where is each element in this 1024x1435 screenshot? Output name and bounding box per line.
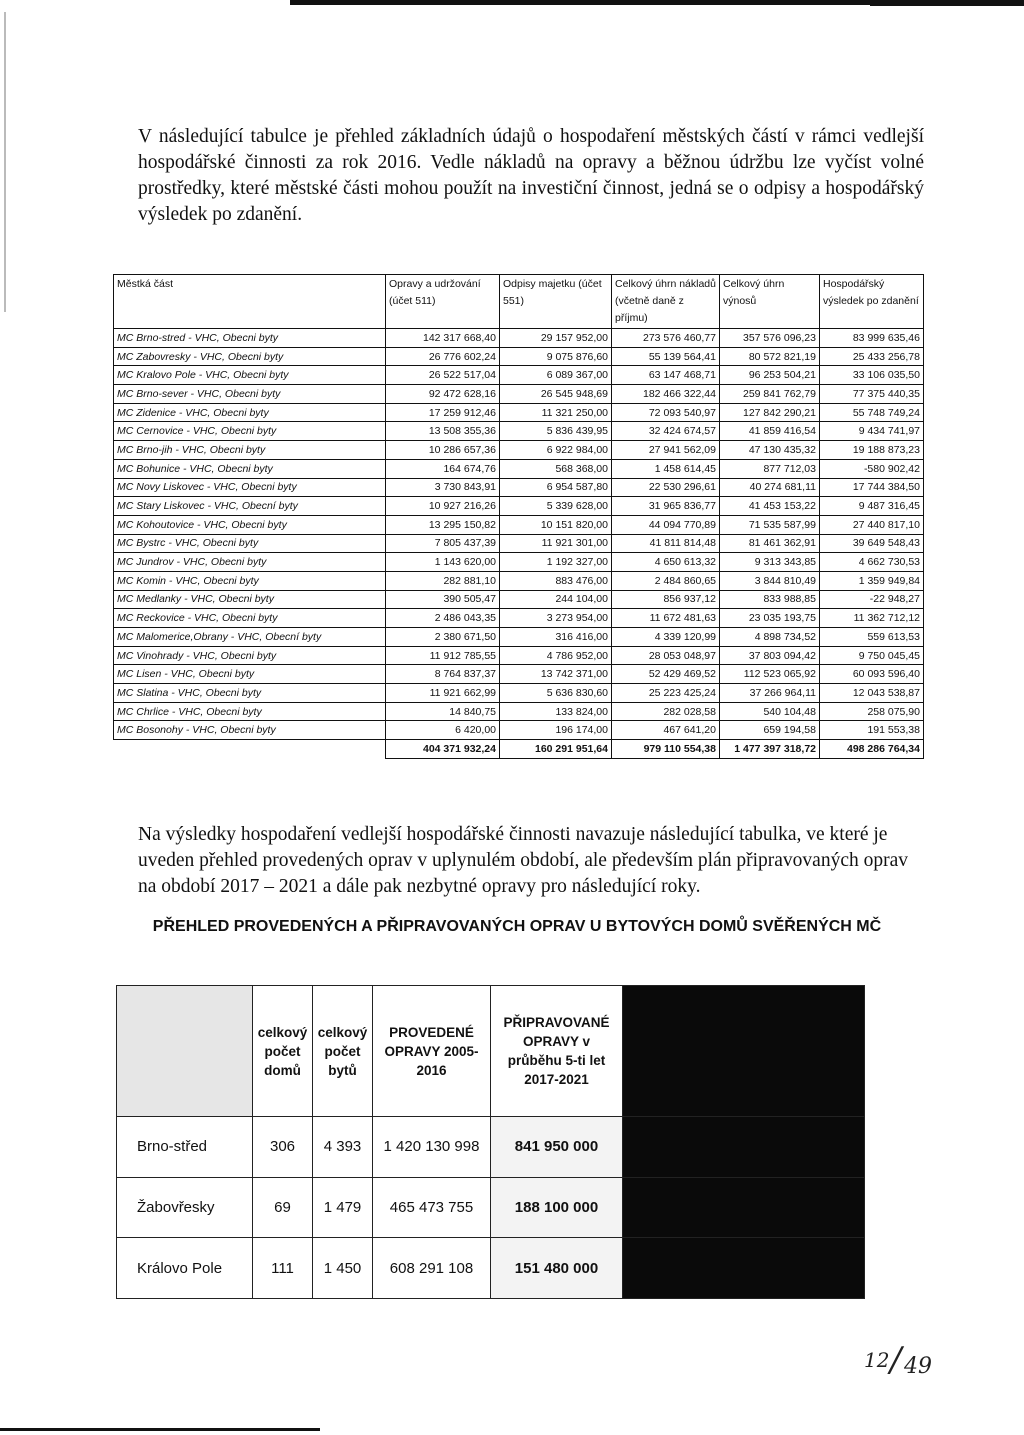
value-cell: 4 650 613,32 [612,553,720,572]
value-cell: 282 028,58 [612,702,720,721]
value-cell: 52 429 469,52 [612,665,720,684]
repairs-row [117,1238,865,1299]
value-cell: 83 999 635,46 [820,329,924,348]
table-row [114,366,924,385]
value-cell: 357 576 096,23 [720,329,820,348]
header-done-repairs: PROVEDENÉ OPRAVY 2005-2016 [373,986,491,1117]
value-cell: 92 472 628,16 [386,385,500,404]
repairs-header-corner [117,986,253,1117]
value-cell: 11 672 481,63 [612,609,720,628]
repairs-flats-cell: 4 393 [313,1117,373,1178]
table-row [114,684,924,703]
district-name-cell: MC Vinohrady - VHC, Obecni byty [114,646,386,665]
header-planned-repairs: PŘIPRAVOVANÉ OPRAVY v průběhu 5-ti let 2017-2021 [491,986,623,1117]
value-cell: 659 194,58 [720,721,820,740]
value-cell: 26 522 517,04 [386,366,500,385]
value-cell: 5 836 439,95 [500,422,612,441]
repairs-houses-cell: 69 [253,1177,313,1238]
value-cell: 390 505,47 [386,590,500,609]
value-cell: 11 921 662,99 [386,684,500,703]
second-paragraph: Na výsledky hospodaření vedlejší hospodářské činnosti navazuje následující tabulka, ve které je uveden přehled provedených oprav v uplynulém období, ale především plán připravovaných oprav na období 2017 – 2021 a dále pak nezbytné opravy pro následující roky. [138,824,909,897]
value-cell: 316 416,00 [500,628,612,647]
repairs-houses-cell: 111 [253,1238,313,1299]
district-name-cell: MC Chrlice - VHC, Obecni byty [114,702,386,721]
table-row [114,665,924,684]
table-row [114,441,924,460]
financial-results-table [113,274,924,759]
value-cell: 31 965 836,77 [612,497,720,516]
value-cell: 1 143 620,00 [386,553,500,572]
value-cell: 164 674,76 [386,459,500,478]
district-name-cell: MC Bosonohy - VHC, Obecni byty [114,721,386,740]
value-cell: 63 147 468,71 [612,366,720,385]
repairs-flats-cell: 1 479 [313,1177,373,1238]
value-cell: -580 902,42 [820,459,924,478]
district-name-cell: MC Cernovice - VHC, Obecni byty [114,422,386,441]
value-cell: 259 841 762,79 [720,385,820,404]
value-cell: 25 433 256,78 [820,347,924,366]
value-cell: 12 043 538,87 [820,684,924,703]
repairs-header-row [117,986,865,1117]
repairs-row [117,1117,865,1178]
value-cell: 41 811 814,48 [612,534,720,553]
value-cell: 29 157 952,00 [500,329,612,348]
value-cell: 13 295 150,82 [386,515,500,534]
section-title: PŘEHLED PROVEDENÝCH A PŘIPRAVOVANÝCH OPRAV U BYTOVÝCH DOMŮ SVĚŘENÝCH MČ [152,918,882,935]
value-cell: 142 317 668,40 [386,329,500,348]
district-name-cell: MC Komin - VHC, Obecni byty [114,571,386,590]
repairs-done-cell: 465 473 755 [373,1177,491,1238]
value-cell: 13 508 355,36 [386,422,500,441]
header-depreciation: Odpisy majetku (účet 551) [500,275,612,329]
table-row [114,385,924,404]
value-cell: 77 375 440,35 [820,385,924,404]
value-cell: 7 805 437,39 [386,534,500,553]
repairs-planned-cell: 188 100 000 [491,1177,623,1238]
value-cell: 11 912 785,55 [386,646,500,665]
value-cell: 540 104,48 [720,702,820,721]
value-cell: 4 898 734,52 [720,628,820,647]
district-name-cell: MC Medlanky - VHC, Obecni byty [114,590,386,609]
value-cell: 41 453 153,22 [720,497,820,516]
value-cell: 55 748 749,24 [820,403,924,422]
value-cell: 33 106 035,50 [820,366,924,385]
value-cell: 22 530 296,61 [612,478,720,497]
value-cell: 13 742 371,00 [500,665,612,684]
value-cell: 10 927 216,26 [386,497,500,516]
value-cell: 39 649 548,43 [820,534,924,553]
value-cell: 467 641,20 [612,721,720,740]
value-cell: 11 921 301,00 [500,534,612,553]
value-cell: 3 273 954,00 [500,609,612,628]
value-cell: 10 286 657,36 [386,441,500,460]
value-cell: 127 842 290,21 [720,403,820,422]
redacted-cell [623,1238,865,1299]
scan-top-border-thick [870,3,1024,6]
table-row [114,534,924,553]
value-cell: 2 484 860,65 [612,571,720,590]
value-cell: 10 151 820,00 [500,515,612,534]
page-number-slash: / [890,1340,902,1380]
value-cell: 273 576 460,77 [612,329,720,348]
value-cell: 6 922 984,00 [500,441,612,460]
value-cell: 41 859 416,54 [720,422,820,441]
table-row [114,721,924,740]
value-cell: 856 937,12 [612,590,720,609]
value-cell: 6 954 587,80 [500,478,612,497]
value-cell: 14 840,75 [386,702,500,721]
table-row [114,609,924,628]
value-cell: 6 420,00 [386,721,500,740]
value-cell: 559 613,53 [820,628,924,647]
value-cell: 9 075 876,60 [500,347,612,366]
district-name-cell: MC Reckovice - VHC, Obecni byty [114,609,386,628]
value-cell: 4 339 120,99 [612,628,720,647]
value-cell: -22 948,27 [820,590,924,609]
district-name-cell: MC Novy Liskovec - VHC, Obecni byty [114,478,386,497]
value-cell: 133 824,00 [500,702,612,721]
header-total-costs: Celkový úhrn nákladů (včetně daně z příjmu) [612,275,720,329]
value-cell: 2 380 671,50 [386,628,500,647]
table-row [114,646,924,665]
value-cell: 32 424 674,57 [612,422,720,441]
total-row [114,740,924,759]
header-houses: celkový počet domů [253,986,313,1117]
value-cell: 25 223 425,24 [612,684,720,703]
table-row [114,515,924,534]
repairs-houses-cell: 306 [253,1117,313,1178]
scan-bottom-border [0,1428,320,1431]
value-cell: 1 458 614,45 [612,459,720,478]
value-cell: 112 523 065,92 [720,665,820,684]
value-cell: 196 174,00 [500,721,612,740]
district-name-cell: MC Bystrc - VHC, Obecni byty [114,534,386,553]
district-name-cell: MC Brno-jih - VHC, Obecni byty [114,441,386,460]
value-cell: 6 089 367,00 [500,366,612,385]
value-cell: 26 776 602,24 [386,347,500,366]
value-cell: 883 476,00 [500,571,612,590]
value-cell: 182 466 322,44 [612,385,720,404]
scan-left-mark [4,12,6,312]
page-number-total: 49 [904,1354,932,1379]
value-cell: 26 545 948,69 [500,385,612,404]
value-cell: 80 572 821,19 [720,347,820,366]
value-cell: 8 764 837,37 [386,665,500,684]
value-cell: 27 440 817,10 [820,515,924,534]
header-district: Městká část [114,275,386,329]
value-cell: 44 094 770,89 [612,515,720,534]
handwritten-page-number [858,1340,968,1400]
value-cell: 5 339 628,00 [500,497,612,516]
table-row [114,459,924,478]
intro-paragraph: V následující tabulce je přehled základních údajů o hospodaření městských částí v rámci vedlejší hospodářské činnosti za rok 2016. Vedle nákladů na opravy a běžnou údržbu lze vyčíst volné prostředky, které městské části mohou použít na investiční činnost, jedná se o odpisy a hospodářský výsledek po zdanění. [138,126,924,225]
value-cell: 9 313 343,85 [720,553,820,572]
district-name-cell: MC Slatina - VHC, Obecni byty [114,684,386,703]
value-cell: 4 786 952,00 [500,646,612,665]
table-row [114,571,924,590]
value-cell: 40 274 681,11 [720,478,820,497]
repairs-planned-cell: 841 950 000 [491,1117,623,1178]
value-cell: 5 636 830,60 [500,684,612,703]
value-cell: 1 359 949,84 [820,571,924,590]
district-name-cell: MC Jundrov - VHC, Obecni byty [114,553,386,572]
district-name-cell: MC Zabovresky - VHC, Obecni byty [114,347,386,366]
repairs-flats-cell: 1 450 [313,1238,373,1299]
repairs-done-cell: 1 420 130 998 [373,1117,491,1178]
table-row [114,497,924,516]
district-name-cell: MC Kralovo Pole - VHC, Obecni byty [114,366,386,385]
repairs-table [116,985,865,1299]
value-cell: 47 130 435,32 [720,441,820,460]
table-row [114,628,924,647]
repairs-district-cell: Královo Pole [117,1238,253,1299]
value-cell: 191 553,38 [820,721,924,740]
header-total-revenue: Celkový úhrn výnosů [720,275,820,329]
district-name-cell: MC Brno-stred - VHC, Obecni byty [114,329,386,348]
table-row [114,702,924,721]
value-cell: 37 266 964,11 [720,684,820,703]
value-cell: 9 750 045,45 [820,646,924,665]
table-row [114,329,924,348]
district-name-cell: MC Stary Liskovec - VHC, Obecní byty [114,497,386,516]
table-row [114,553,924,572]
value-cell: 2 486 043,35 [386,609,500,628]
district-name-cell: MC Brno-sever - VHC, Obecni byty [114,385,386,404]
total-value-cell: 1 477 397 318,72 [720,740,820,759]
value-cell: 9 434 741,97 [820,422,924,441]
value-cell: 60 093 596,40 [820,665,924,684]
redacted-column-header [623,986,865,1117]
value-cell: 9 487 316,45 [820,497,924,516]
total-blank-cell [114,740,386,759]
value-cell: 19 188 873,23 [820,441,924,460]
value-cell: 568 368,00 [500,459,612,478]
value-cell: 55 139 564,41 [612,347,720,366]
total-value-cell: 404 371 932,24 [386,740,500,759]
district-name-cell: MC Bohunice - VHC, Obecni byty [114,459,386,478]
financial-table-body [114,329,924,759]
value-cell: 72 093 540,97 [612,403,720,422]
value-cell: 11 362 712,12 [820,609,924,628]
repairs-done-cell: 608 291 108 [373,1238,491,1299]
value-cell: 282 881,10 [386,571,500,590]
total-value-cell: 498 286 764,34 [820,740,924,759]
value-cell: 17 744 384,50 [820,478,924,497]
repairs-planned-cell: 151 480 000 [491,1238,623,1299]
total-value-cell: 979 110 554,38 [612,740,720,759]
value-cell: 37 803 094,42 [720,646,820,665]
table-row [114,403,924,422]
repairs-district-cell: Brno-střed [117,1117,253,1178]
district-name-cell: MC Kohoutovice - VHC, Obecni byty [114,515,386,534]
header-repairs: Opravy a udržování (účet 511) [386,275,500,329]
value-cell: 258 075,90 [820,702,924,721]
repairs-table-body [117,1117,865,1299]
repairs-row [117,1177,865,1238]
value-cell: 877 712,03 [720,459,820,478]
table-row [114,347,924,366]
value-cell: 28 053 048,97 [612,646,720,665]
value-cell: 23 035 193,75 [720,609,820,628]
district-name-cell: MC Lisen - VHC, Obecni byty [114,665,386,684]
value-cell: 11 321 250,00 [500,403,612,422]
district-name-cell: MC Zidenice - VHC, Obecni byty [114,403,386,422]
value-cell: 96 253 504,21 [720,366,820,385]
value-cell: 71 535 587,99 [720,515,820,534]
value-cell: 17 259 912,46 [386,403,500,422]
value-cell: 833 988,85 [720,590,820,609]
repairs-district-cell: Žabovřesky [117,1177,253,1238]
redacted-cell [623,1117,865,1178]
page-number-current: 12 [864,1348,890,1372]
value-cell: 1 192 327,00 [500,553,612,572]
table-row [114,590,924,609]
value-cell: 4 662 730,53 [820,553,924,572]
table-row [114,478,924,497]
total-value-cell: 160 291 951,64 [500,740,612,759]
value-cell: 81 461 362,91 [720,534,820,553]
table-header-row [114,275,924,329]
value-cell: 27 941 562,09 [612,441,720,460]
value-cell: 3 730 843,91 [386,478,500,497]
redacted-cell [623,1177,865,1238]
header-result: Hospodářský výsledek po zdanění [820,275,924,329]
value-cell: 244 104,00 [500,590,612,609]
header-flats: celkový počet bytů [313,986,373,1117]
district-name-cell: MC Malomerice,Obrany - VHC, Obecní byty [114,628,386,647]
table-row [114,422,924,441]
value-cell: 3 844 810,49 [720,571,820,590]
